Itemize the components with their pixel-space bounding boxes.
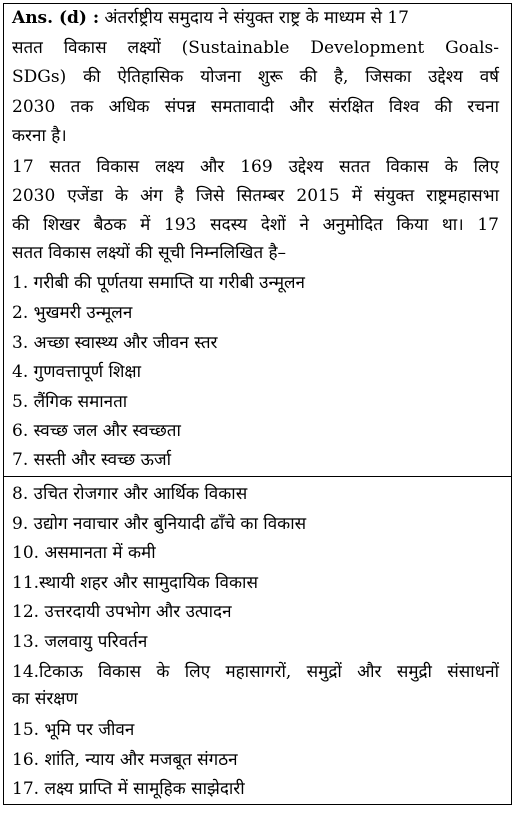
goal-item: 11.स्थायी शहर और सामुदायिक विकास <box>12 573 258 593</box>
goal-item: 15. भूमि पर जीवन <box>12 720 135 740</box>
answer-label: Ans. (d) : <box>12 8 100 28</box>
goal-item: 8. उचित रोजगार और आर्थिक विकास <box>12 484 248 504</box>
para2-line-2: 2030 एजेंडा के अंग है जिसे सितम्बर 2015 में संयुक्त राष्ट्रमहासभा <box>12 186 499 206</box>
goal-item: 12. उत्तरदायी उपभोग और उत्पादन <box>12 602 232 622</box>
goal-item: 10. असमानता में कमी <box>12 543 156 563</box>
para1-line-5: करना है। <box>12 126 67 146</box>
goal-item: 13. जलवायु परिवर्तन <box>12 632 148 652</box>
goal-item: 16. शांति, न्याय और मजबूत संगठन <box>12 750 238 770</box>
para1-line-2: सतत विकास लक्ष्यों (Sustainable Development Goals- <box>12 38 499 58</box>
goal-item: 5. लैंगिक समानता <box>12 392 128 412</box>
goal-item: 14.टिकाऊ विकास के लिए महासागरों, समुद्रों और समुद्री संसाधनों <box>12 662 499 682</box>
para1-line-3: SDGs) की ऐतिहासिक योजना शुरू की है, जिसका उद्देश्य वर्ष <box>12 67 499 87</box>
para2-line-1: 17 सतत विकास लक्ष्य और 169 उद्देश्य सतत विकास के लिए <box>12 157 499 177</box>
para2-line-3: की शिखर बैठक में 193 सदस्य देशों ने अनुमोदित किया था। 17 <box>12 215 499 235</box>
para1-line-1 <box>12 8 409 28</box>
goal-item: 6. स्वच्छ जल और स्वच्छता <box>12 421 181 441</box>
goal-item-continued: का संरक्षण <box>12 689 78 709</box>
goal-item: 2. भुखमरी उन्मूलन <box>12 303 133 323</box>
goal-item: 17. लक्ष्य प्राप्ति में सामूहिक साझेदारी <box>12 779 245 799</box>
goal-item: 3. अच्छा स्वास्थ्य और जीवन स्तर <box>12 333 218 353</box>
para1-text: अंतर्राष्ट्रीय समुदाय ने संयुक्त राष्ट्र के माध्यम से 17 <box>104 8 409 28</box>
goal-item: 1. गरीबी की पूर्णतया समाप्ति या गरीबी उन्मूलन <box>12 273 305 293</box>
para2-line-4: सतत विकास लक्ष्यों की सूची निम्नलिखित है– <box>12 243 287 263</box>
para1-line-4: 2030 तक अधिक संपन्न समतावादी और संरक्षित विश्व की रचना <box>12 97 499 117</box>
goal-item: 4. गुणवत्तापूर्ण शिक्षा <box>12 362 141 382</box>
goal-item: 9. उद्योग नवाचार और बुनियादी ढाँचे का विकास <box>12 514 307 534</box>
goal-item: 7. सस्ती और स्वच्छ ऊर्जा <box>12 450 171 470</box>
